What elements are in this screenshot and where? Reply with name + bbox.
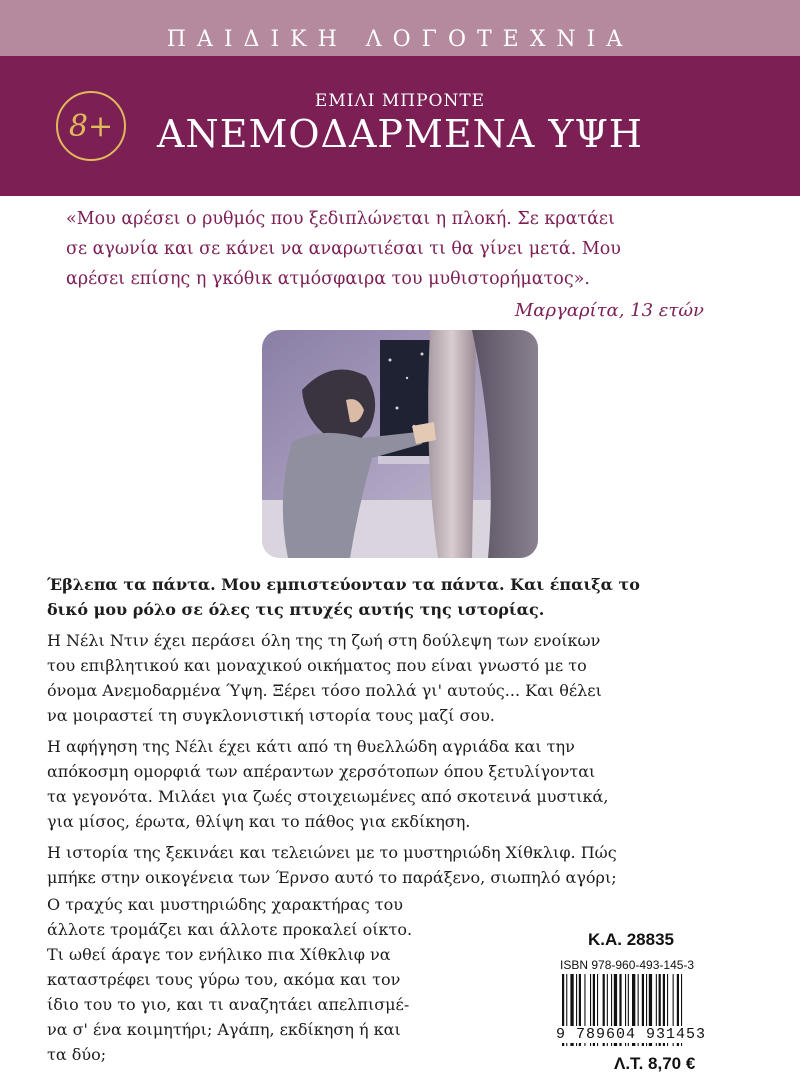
blurb-paragraph-3	[47, 840, 767, 890]
blurb-line: να σ' ένα κοιμητήρι; Αγάπη, εκδίκηση ή και	[47, 1020, 401, 1039]
blurb-line: Ο τραχύς και μυστηριώδης χαρακτήρας του	[47, 895, 403, 914]
blurb-line: Έβλεπα τα πάντα. Μου εμπιστεύονταν τα πάντα. Και έπαιξα το	[47, 575, 640, 594]
age-badge: 8+	[56, 91, 126, 161]
blurb-line: του επιβλητικού και μοναχικού οικήματος που είναι γνωστό με το	[47, 656, 587, 675]
blurb-line: μπήκε στην οικογένεια των Έρνσο αυτό το παράξενο, σιωπηλό αγόρι;	[47, 868, 617, 887]
blurb-line: άλλοτε τρομάζει και άλλοτε προκαλεί οίκτο.	[47, 920, 413, 939]
barcode-digits: 9 789604 931453	[556, 1026, 746, 1043]
blurb-line: όνομα Ανεμοδαρμένα Ύψη. Ξέρει τόσο πολλά γι' αυτούς... Και θέλει	[47, 681, 602, 700]
isbn-label: ISBN 978-960-493-145-3	[560, 958, 695, 972]
product-code: Κ.Α. 28835	[588, 930, 674, 949]
reader-quote	[66, 204, 746, 294]
blurb-line: Η ιστορία της ξεκινάει και τελειώνει με το μυστηριώδη Χίθκλιφ. Πώς	[47, 843, 617, 862]
blurb-lead	[47, 572, 767, 622]
blurb-line: να μοιραστεί τη συγκλονιστική ιστορία τους μαζί σου.	[47, 706, 495, 725]
blurb-line: τα δύο;	[47, 1045, 107, 1064]
blurb-line: καταστρέφει τους γύρω του, ακόμα και τον	[47, 970, 401, 989]
blurb-line: Τι ωθεί άραγε τον ενήλικο πια Χίθκλιφ να	[47, 945, 391, 964]
blurb-line: Η Νέλι Ντιν έχει περάσει όλη της τη ζωή στη δούλεψη των ενοίκων	[47, 631, 601, 650]
price: Λ.Τ. 8,70 €	[614, 1054, 696, 1073]
illustration-window-scene	[262, 330, 538, 558]
cover-illustration	[262, 330, 538, 558]
author-name: ΕΜΙΛΙ ΜΠΡΟΝΤΕ	[314, 91, 486, 111]
blurb-line: απόκοσμη ομορφιά των απέραντων χερσότοπων όπου ξετυλίγονται	[47, 762, 596, 781]
blurb-paragraph-1	[47, 628, 767, 728]
blurb-paragraph-2	[47, 734, 767, 834]
quote-line: αρέσει επίσης η γκόθικ ατμόσφαιρα του μυθιστορήματος».	[66, 269, 590, 289]
series-label: ΠΑΙΔΙΚΗ ΛΟΓΟΤΕΧΝΙΑ	[166, 26, 634, 52]
blurb-line: τα γεγονότα. Μιλάει για ζωές στοιχειωμένες από σκοτεινά μυστικά,	[47, 787, 609, 806]
blurb-line: για μίσος, έρωτα, θλίψη και το πάθος για εκδίκηση.	[47, 812, 471, 831]
blurb-line: δικό μου ρόλο σε όλες τις πτυχές αυτής της ιστορίας.	[47, 600, 545, 619]
blurb-line: ίδιο του το γιο, και τι αναζητάει απελπισμέ-	[47, 995, 410, 1014]
blurb-line: Η αφήγηση της Νέλι έχει κάτι από τη θυελλώδη αγριάδα και την	[47, 737, 575, 756]
blurb-paragraph-4	[47, 892, 522, 1067]
book-title: ΑΝΕΜΟΔΑΡΜΕΝΑ ΥΨΗ	[157, 112, 643, 156]
quote-attribution: Μαργαρίτα, 13 ετών	[514, 300, 704, 321]
quote-line: «Μου αρέσει ο ρυθμός που ξεδιπλώνεται η πλοκή. Σε κρατάει	[66, 209, 615, 229]
quote-line: σε αγωνία και σε κάνει να αναρωτιέσαι τι θα γίνει μετά. Μου	[66, 239, 621, 259]
